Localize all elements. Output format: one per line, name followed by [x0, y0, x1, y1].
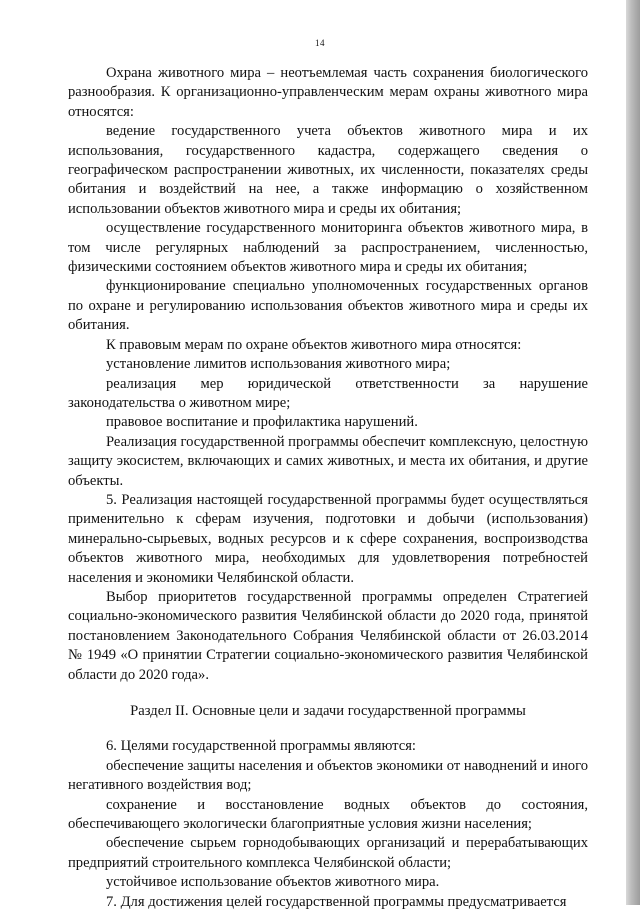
paragraph: Охрана животного мира – неотъемлемая часть сохранения биологического разнообразия. К организационно-управленческим мерам охраны животного мира относятся:	[68, 65, 588, 120]
paragraph: правовое воспитание и профилактика нарушений.	[106, 414, 418, 431]
paragraph: обеспечение сырьем горнодобывающих организаций и перерабатывающих предприятий строительного комплекса Челябинской области;	[68, 835, 588, 871]
paragraph: ведение государственного учета объектов животного мира и их использования, государственного кадастра, содержащего сведения о географическом распространении животных, их численности, показателях среды обитания и воздействий на нее, а также информацию о хозяйственном использовании объектов животного мира и среды их обитания;	[68, 123, 588, 217]
paragraph: реализация мер юридической ответственности за нарушение законодательства о животном мире;	[68, 375, 588, 411]
paragraph: установление лимитов использования животного мира;	[106, 356, 451, 373]
paragraph: функционирование специально уполномоченных государственных органов по охране и регулированию использования объектов животного мира и среды их обитания.	[68, 278, 588, 334]
page-number: 14	[315, 38, 325, 48]
paragraph: устойчивое использование объектов животного мира.	[106, 874, 440, 891]
section-heading: Раздел II. Основные цели и задачи государственной программы	[130, 703, 526, 719]
scan-edge-shadow	[626, 0, 640, 905]
paragraph: осуществление государственного мониторинга объектов животного мира, в том числе регулярных наблюдений за распространением, численностью, физическими состоянием объектов животного мира и среды их обитания;	[68, 220, 588, 276]
paragraph: Выбор приоритетов государственной программы определен Стратегией социально-экономического развития Челябинской области до 2020 года, принятой постановлением Законодательного Собрания Челябинской области от 26.03.2014 № 1949 «О принятии Стратегии социально-экономического развития Челябинской области до 2020 года».	[68, 588, 588, 683]
paragraph: сохранение и восстановление водных объектов до состояния, обеспечивающего экологически благоприятные условия жизни населения;	[68, 796, 588, 833]
paragraph: 7. Для достижения целей государственной программы предусматривается	[106, 893, 567, 910]
paragraph: К правовым мерам по охране объектов животного мира относятся:	[106, 336, 522, 353]
document-body	[68, 64, 588, 912]
paragraph: 5. Реализация настоящей государственной программы будет осуществляться применительно к сферам изучения, подготовки и добычи (использования) минерально-сырьевых, водных ресурсов и к сфере сохранения, воспроизводства объектов животного мира, необходимых для удовлетворения потребностей населения и экономики Челябинской области.	[68, 491, 588, 586]
paragraph: Реализация государственной программы обеспечит комплексную, целостную защиту экосистем, включающих и самих животных, и места их обитания, и другие объекты.	[68, 433, 588, 489]
paragraph: обеспечение защиты населения и объектов экономики от наводнений и иного негативного воздействия вод;	[68, 757, 588, 794]
paragraph: 6. Целями государственной программы являются:	[106, 738, 416, 755]
